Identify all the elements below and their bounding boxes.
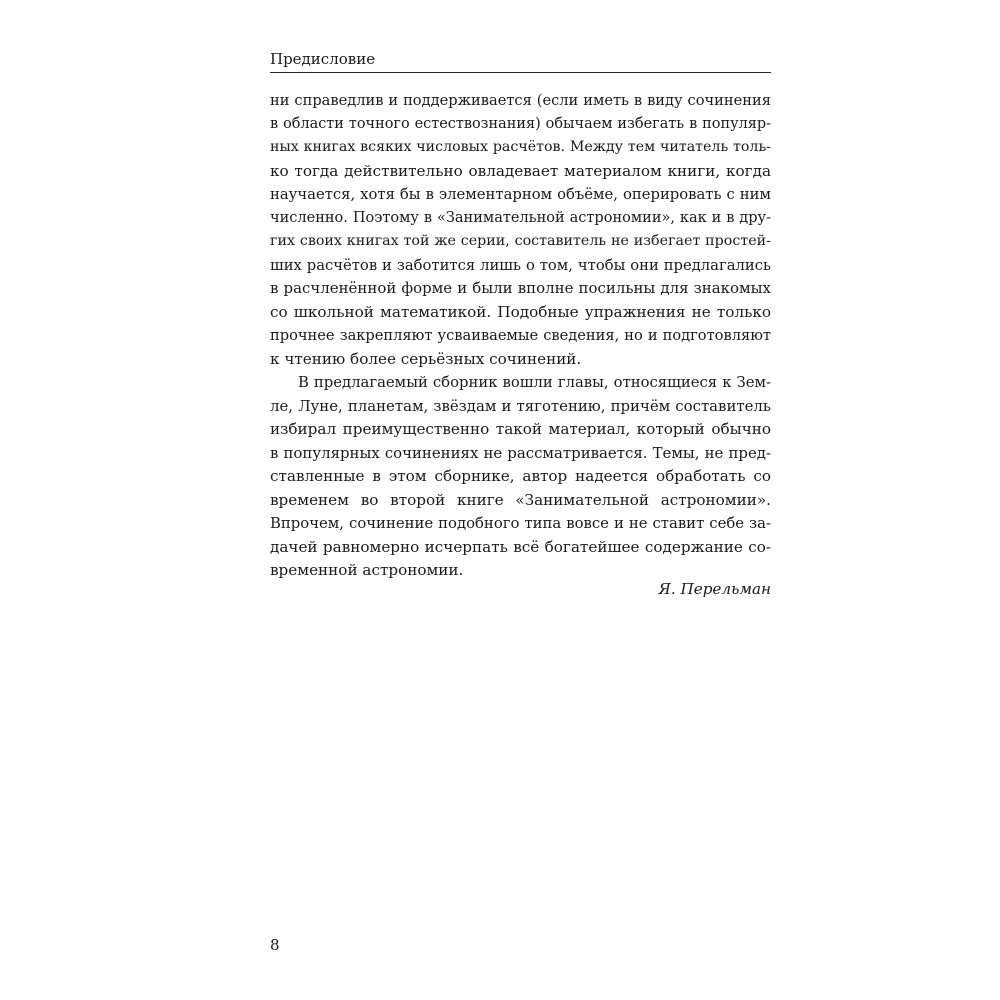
text-line: численно. Поэтому в «Занимательной астрономии», как и в дру- [270, 209, 771, 226]
text-line: ле, Луне, планетам, звёздам и тяготению, причём составитель [270, 396, 771, 415]
paragraph-2 [270, 371, 771, 583]
text-line: со школьной математикой. Подобные упражнения не только [270, 302, 771, 321]
text-line: в области точного естествознания) обычаем избегать в популяр- [270, 115, 771, 132]
text-line: к чтению более серьёзных сочинений. [270, 349, 582, 368]
text-line: временем во второй книге «Занимательной астрономии». [270, 490, 771, 509]
text-line: научается, хотя бы в элементарном объёме, оперировать с ним [270, 186, 771, 203]
text-line: гих своих книгах той же серии, составитель не избегает простей- [270, 233, 771, 249]
page-number: 8 [270, 936, 280, 954]
text-line: ко тогда действительно овладевает материалом книги, когда [270, 161, 771, 180]
text-line: В предлагаемый сборник вошли главы, относящиеся к Зем- [298, 374, 771, 391]
author-signature: Я. Перельман [658, 580, 771, 598]
text-line: Впрочем, сочинение подобного типа вовсе и не ставит себе за- [270, 515, 771, 532]
running-head-title: Предисловие [270, 50, 376, 68]
text-line: ставленные в этом сборнике, автор надеется обработать со [270, 467, 771, 485]
text-line: дачей равномерно исчерпать всё богатейшее содержание со- [270, 537, 771, 556]
text-line: ных книгах всяких числовых расчётов. Между тем читатель толь- [270, 139, 771, 155]
paragraph-1 [270, 89, 771, 371]
text-line: ни справедлив и поддерживается (если иметь в виду сочинения [270, 92, 771, 109]
text-line: в расчленённой форме и были вполне посильны для знакомых [270, 279, 771, 297]
text-line: в популярных сочинениях не рассматривается. Темы, не пред- [270, 443, 771, 462]
text-line: избирал преимущественно такой материал, который обычно [270, 420, 771, 438]
text-line: временной астрономии. [270, 561, 464, 579]
running-head [270, 50, 771, 73]
text-line: ших расчётов и заботится лишь о том, чтобы они предлагались [270, 256, 771, 274]
text-line: прочнее закрепляют усваиваемые сведения, но и подготовляют [270, 327, 771, 344]
body-text [270, 89, 771, 583]
